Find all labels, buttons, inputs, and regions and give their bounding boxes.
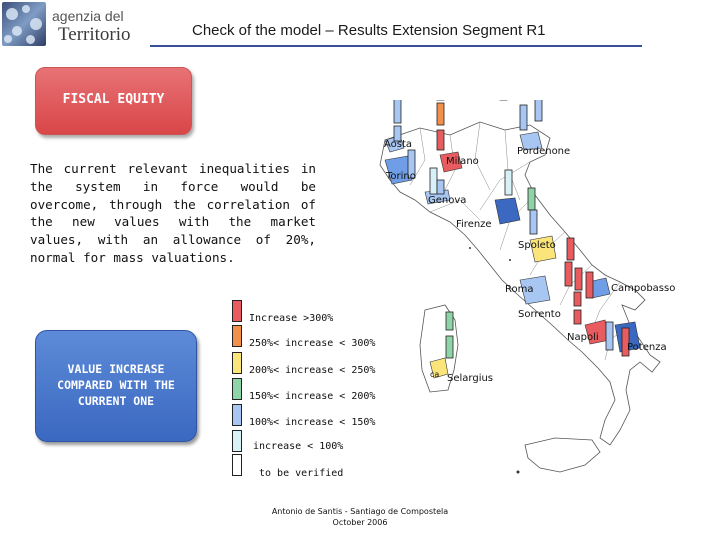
legend-label-to-be-verified: to be verified [259, 468, 344, 479]
bar-sardinia-1 [446, 312, 453, 330]
bar-spoleto-1 [530, 210, 537, 234]
city-label-torino: Torino [386, 171, 416, 182]
legend-label-increase-over-300: Increase >300% [249, 313, 334, 324]
legend-swatch-under-100 [232, 430, 242, 452]
fiscal-equity-label: FISCAL EQUITY [62, 92, 165, 107]
bar-milano-2 [437, 103, 444, 125]
agency-logo [0, 0, 150, 48]
legend-swatch-250-300 [232, 325, 242, 347]
city-label-roma: Roma [505, 284, 534, 295]
legend-swatch-200-250 [232, 352, 242, 374]
city-label-campobasso: Campobasso [611, 283, 676, 294]
city-label-firenze: Firenze [456, 219, 492, 230]
legend-swatch-100-150 [232, 404, 242, 426]
bar-aosta-1 [394, 100, 401, 123]
bar-roma-2 [575, 268, 582, 290]
sicily-outline [525, 438, 600, 472]
city-label-potenza: Potenza [627, 342, 667, 353]
bar-sardinia-2 [446, 336, 453, 358]
value-increase-badge [35, 330, 197, 442]
bar-spoleto-2 [567, 238, 574, 260]
logo-mosaic-icon [2, 2, 46, 46]
bar-genova-2 [437, 180, 444, 194]
bar-pordenone-2 [535, 100, 542, 121]
bar-napoli-1 [606, 322, 613, 350]
bar-roma-3 [574, 292, 581, 306]
legend-swatch-increase-over-300 [232, 300, 242, 322]
bar-genova-1 [430, 168, 437, 194]
bar-milano-3 [437, 130, 444, 150]
logo-text-line1: agenzia del [52, 8, 124, 24]
city-tag-ca: ca [430, 370, 440, 379]
bar-pordenone-3 [520, 105, 527, 130]
city-label-spoleto: Spoleto [518, 240, 556, 251]
city-label-milano: Milano [446, 156, 479, 167]
logo-text-line2: Territorio [58, 24, 131, 45]
city-label-genova: Genova [428, 195, 467, 206]
legend-label-150-200: 150%< increase < 200% [249, 391, 376, 402]
bar-firenze-1 [505, 170, 512, 195]
city-label-napoli: Napoli [567, 332, 599, 343]
legend-label-100-150: 100%< increase < 150% [249, 417, 376, 428]
city-label-aosta: Aosta [384, 139, 413, 150]
bar-campobasso [586, 272, 593, 298]
legend-label-200-250: 200%< increase < 250% [249, 365, 376, 376]
body-paragraph: The current relevant inequalities in the system in force would be overcome, through the correlation of the new values with the market values, with an allowance of 20%, normal for mass valuations. [30, 161, 316, 265]
legend-swatch-to-be-verified [232, 454, 242, 476]
bar-firenze-2 [528, 188, 535, 210]
legend-label-250-300: 250%< increase < 300% [249, 338, 376, 349]
city-label-sorrento: Sorrento [518, 309, 561, 320]
value-increase-label: VALUE INCREASE COMPARED WITH THE CURRENT ONE [57, 362, 175, 408]
legend-swatch-150-200 [232, 378, 242, 400]
title-underline [150, 45, 642, 47]
fiscal-equity-badge [35, 67, 192, 135]
slide-title: Check of the model – Results Extension Segment R1 [192, 22, 546, 39]
bar-roma-1 [565, 262, 572, 286]
city-label-selargius: Selargius [447, 373, 494, 384]
footer-date: October 2006 [332, 518, 388, 527]
city-label-pordenone: Pordenone [517, 146, 571, 157]
footer-author: Antonio de Santis - Santiago de Compostela [271, 507, 449, 516]
bar-sorrento-1 [574, 310, 581, 324]
legend-label-under-100: increase < 100% [253, 441, 344, 452]
